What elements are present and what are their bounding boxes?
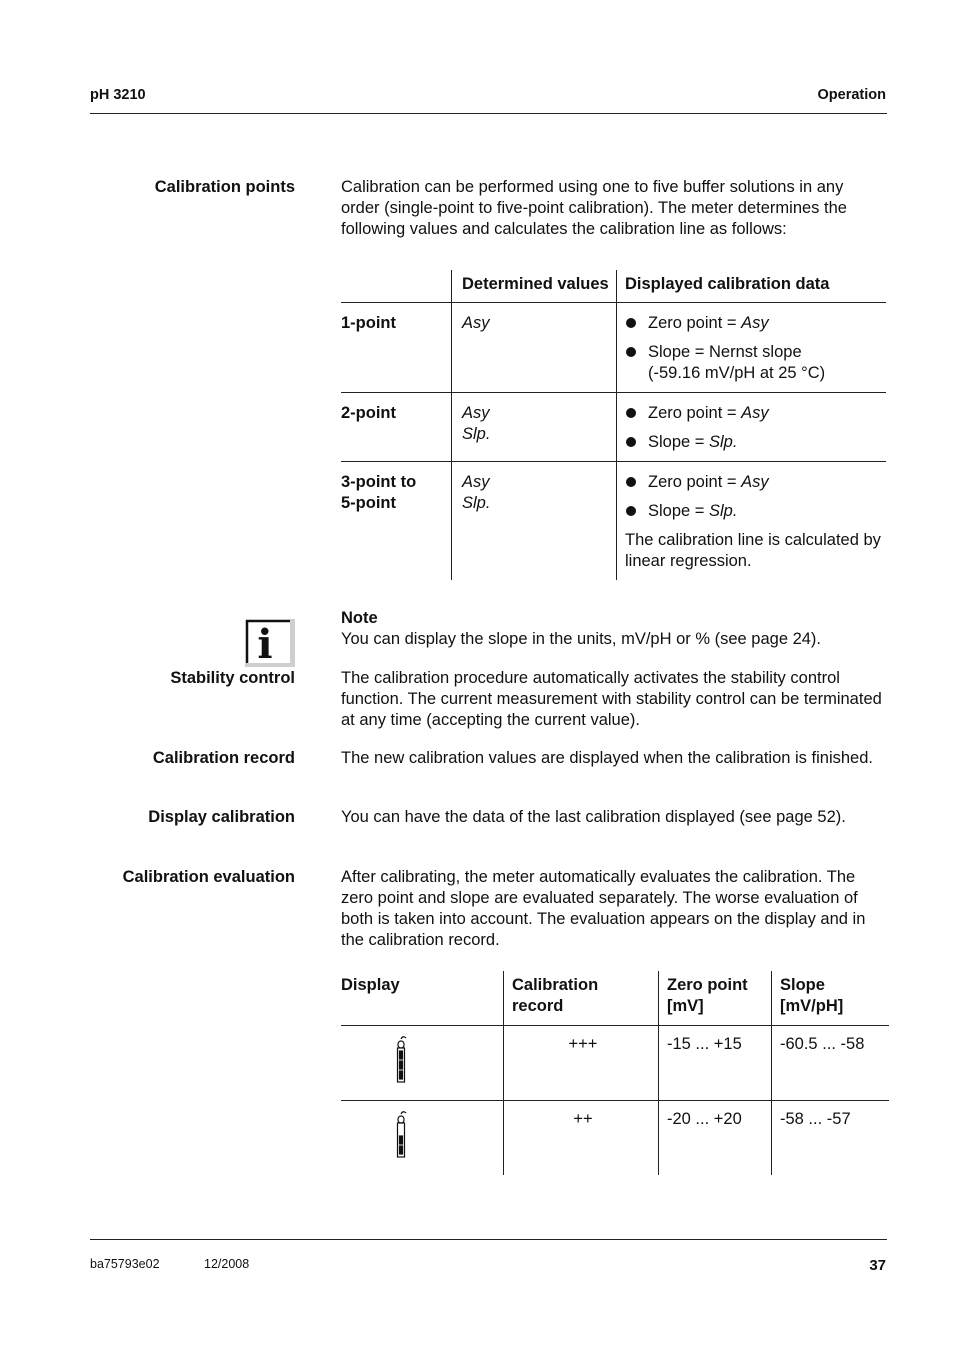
regression-note: The calibration line is calculated by linear regression.	[625, 531, 881, 570]
calibration-points-table	[341, 270, 886, 580]
electrode-2-bars-icon	[341, 1109, 503, 1161]
table-header-cell: Displayed calibration data	[617, 270, 887, 303]
calibration-record-text: The new calibration values are displayed when the calibration is finished.	[341, 749, 873, 767]
list-item: Slope = Nernst slope (-59.16 mV/pH at 25 °C)	[625, 342, 882, 384]
table-header-cell: Display	[341, 976, 400, 994]
table-row	[341, 1026, 889, 1101]
zero-point-range: -20 ... +20	[659, 1101, 772, 1176]
row-label: 2-point	[341, 393, 452, 462]
calibration-record-heading: Calibration record	[152, 749, 295, 767]
slope-range: -60.5 ... -58	[772, 1026, 890, 1101]
header-product: pH 3210	[90, 87, 146, 103]
page-number: 37	[869, 1257, 886, 1274]
table-row	[341, 1101, 889, 1176]
list-item: Slope = Slp.	[625, 501, 882, 522]
table-header-row	[341, 971, 889, 1026]
slope-range: -58 ... -57	[772, 1101, 890, 1176]
footer-doc-id: ba75793e02	[90, 1257, 160, 1271]
table-header-cell: Zero point [mV]	[659, 971, 772, 1026]
header-section: Operation	[817, 87, 886, 103]
determined-value: Asy	[462, 473, 490, 491]
calibration-evaluation-text: After calibrating, the meter automatically evaluates the calibration. The zero point and slope are evaluated separately. The worse evaluation of both is taken into account. The evaluation appears on the display and in the calibration record.	[341, 868, 866, 949]
list-item: Zero point = Asy	[625, 472, 882, 493]
footer-date: 12/2008	[204, 1257, 250, 1271]
determined-value: Slp.	[462, 425, 491, 443]
calibration-points-text: Calibration can be performed using one to five buffer solutions in any order (single-point to five-point calibration). The meter determines the following values and calculates the calibration line as follows:	[341, 178, 847, 238]
calibration-evaluation-table	[341, 971, 889, 1175]
row-label: 3-point to 5-point	[341, 462, 452, 581]
stability-control-text: The calibration procedure automatically activates the stability control function. The current measurement with stability control can be terminated at any time (accepting the current value).	[341, 669, 882, 729]
list-item: Zero point = Asy	[625, 403, 882, 424]
table-header-cell: Slope [mV/pH]	[772, 971, 890, 1026]
table-header-cell: Calibration record	[504, 971, 659, 1026]
note-text: You can display the slope in the units, mV/pH or % (see page 24).	[341, 630, 822, 648]
table-header-cell	[341, 270, 452, 303]
table-row	[341, 393, 886, 462]
header-rule	[90, 113, 887, 114]
display-calibration-heading: Display calibration	[148, 808, 295, 826]
info-icon	[244, 618, 294, 666]
electrode-3-bars-icon	[341, 1034, 503, 1086]
stability-control-heading: Stability control	[170, 669, 295, 687]
display-calibration-text: You can have the data of the last calibration displayed (see page 52).	[341, 808, 846, 826]
determined-value: Asy	[462, 404, 490, 422]
list-item: Zero point = Asy	[625, 313, 882, 334]
calibration-evaluation-heading: Calibration evaluation	[122, 868, 295, 886]
calibration-record-value: +++	[504, 1026, 659, 1101]
list-item: Slope = Slp.	[625, 432, 882, 453]
table-row	[341, 303, 886, 393]
determined-value: Asy	[462, 314, 490, 332]
calibration-record-value: ++	[504, 1101, 659, 1176]
note-title: Note	[341, 609, 378, 627]
table-header-cell: Determined values	[452, 270, 617, 303]
table-header-row	[341, 270, 886, 303]
determined-value: Slp.	[462, 494, 491, 512]
footer-rule	[90, 1239, 887, 1240]
calibration-points-heading: Calibration points	[154, 178, 295, 196]
row-label: 1-point	[341, 303, 452, 393]
zero-point-range: -15 ... +15	[659, 1026, 772, 1101]
table-row	[341, 462, 886, 581]
svg-text:i: i	[257, 621, 273, 668]
